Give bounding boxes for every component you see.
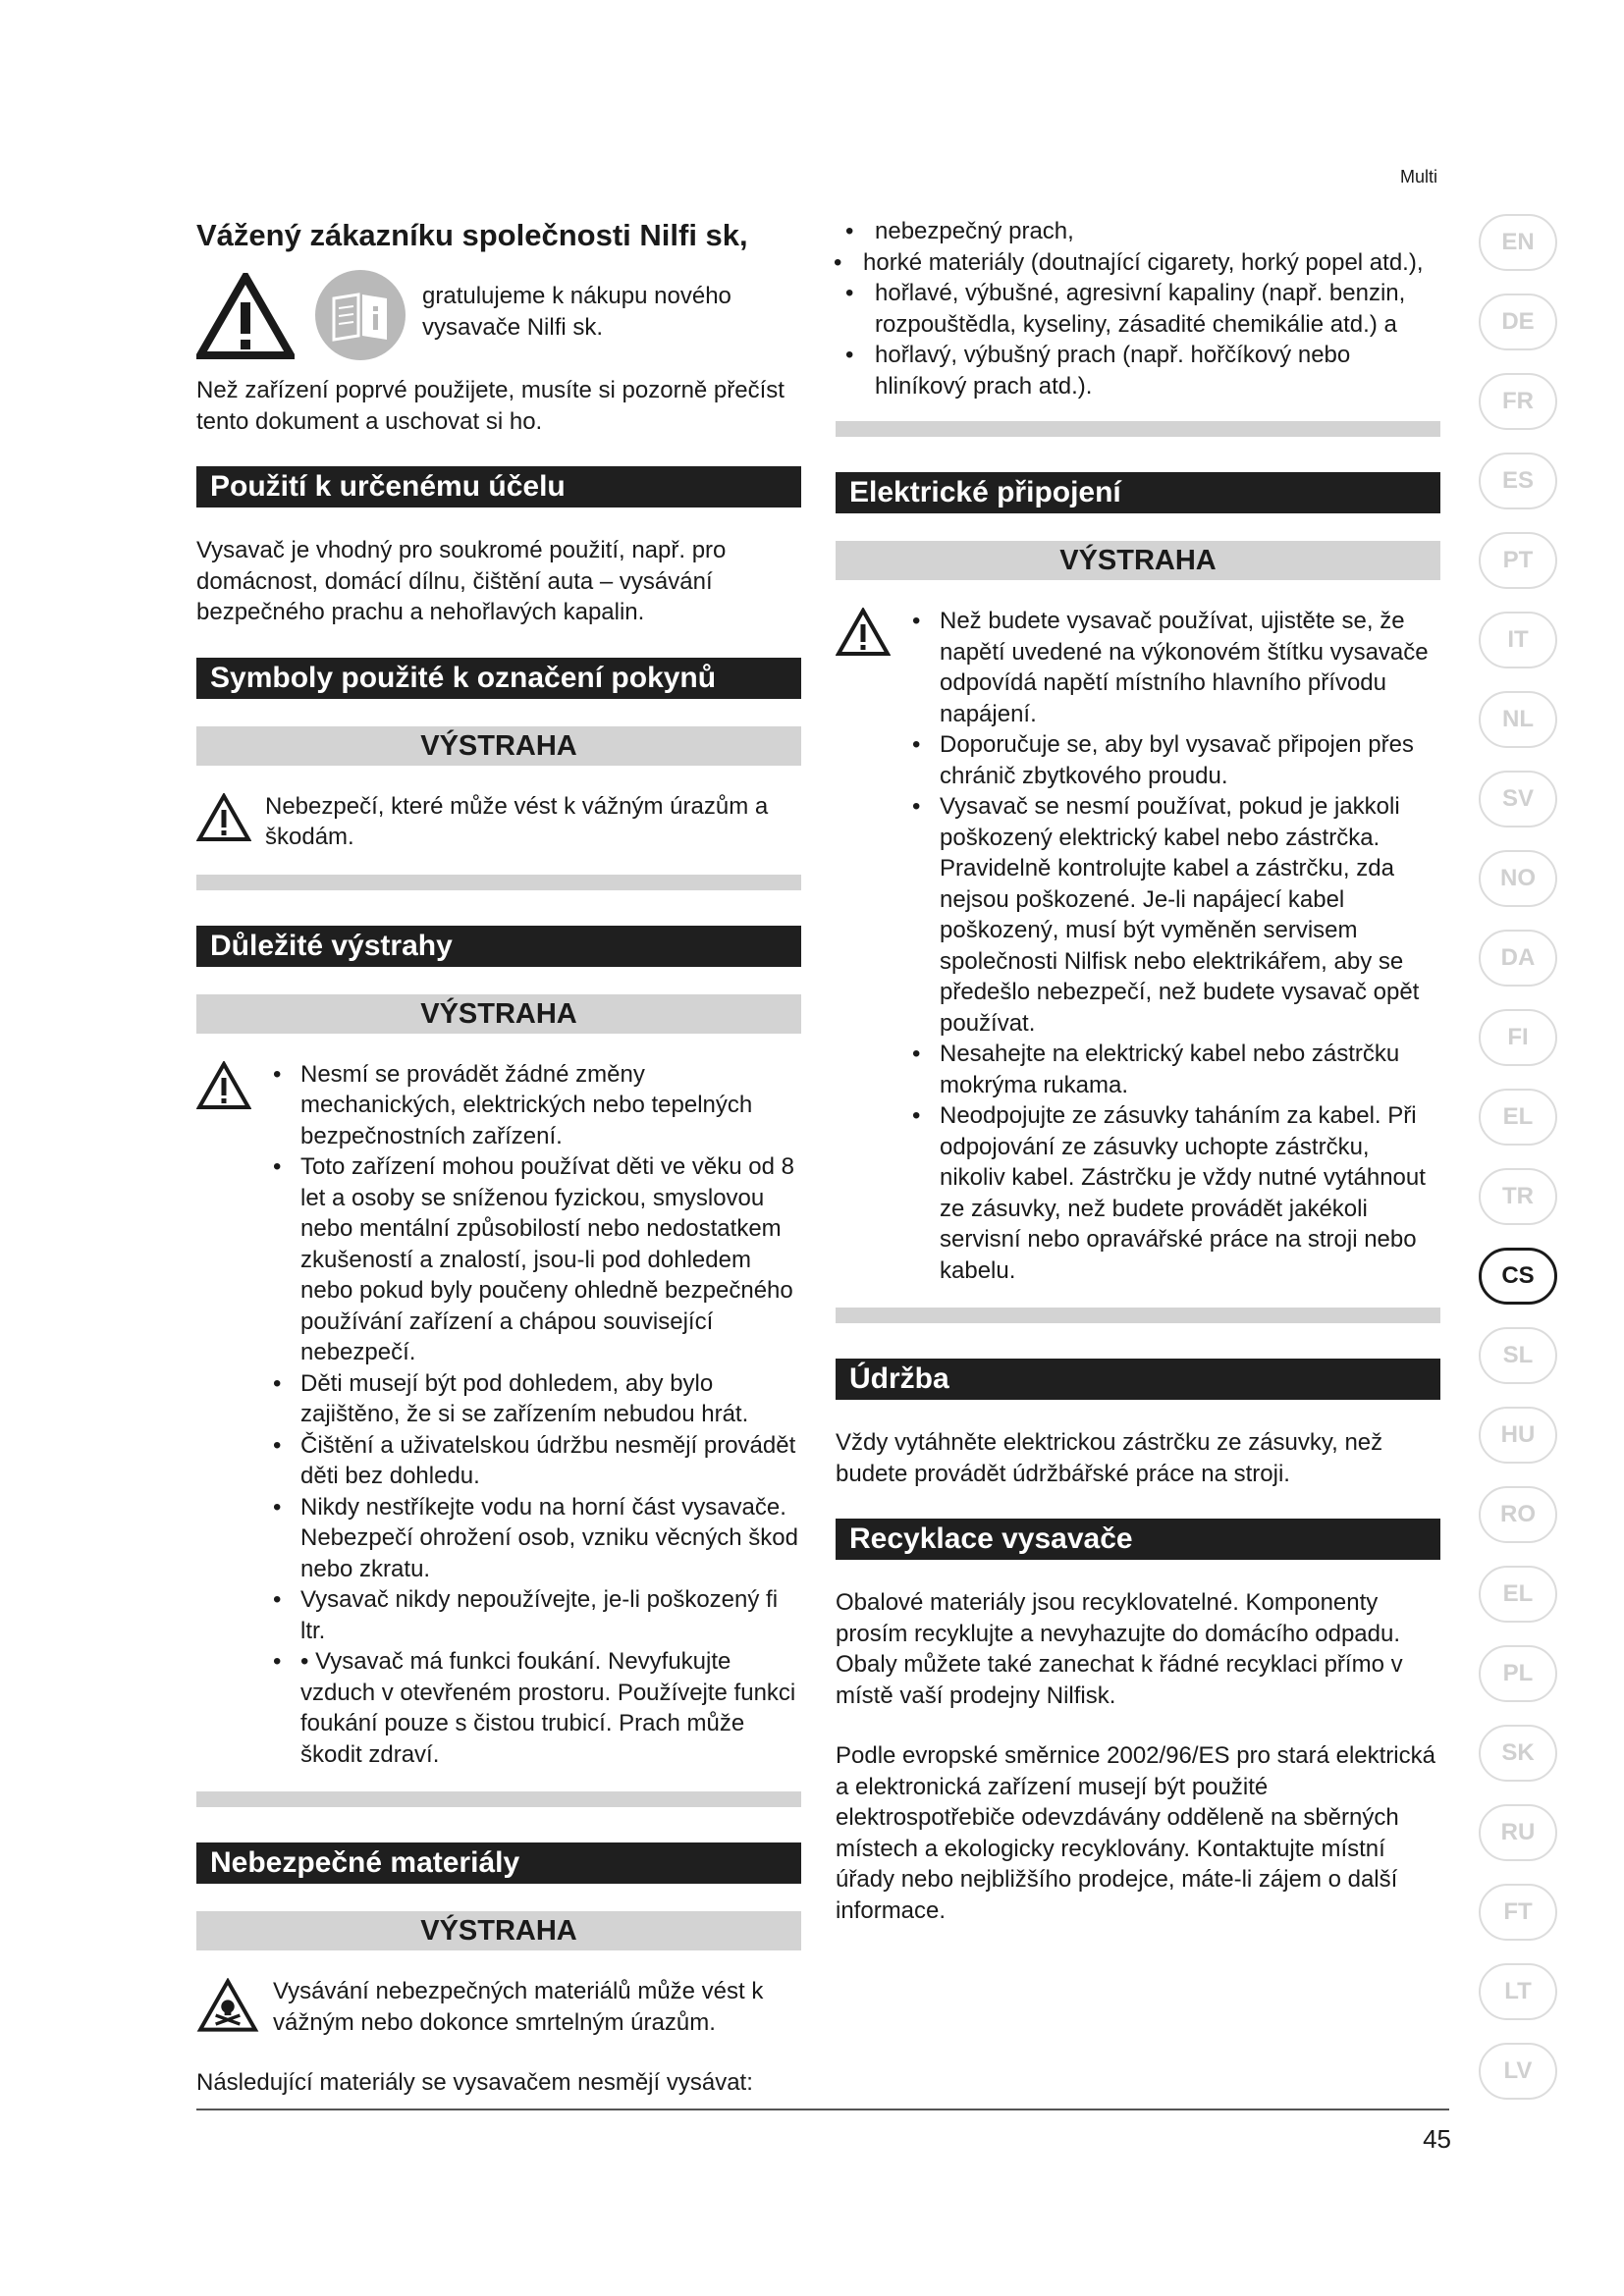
- symbols-warning-text: Nebezpečí, které může vést k vážným úrazům a škodám.: [265, 792, 769, 850]
- lang-tab-lt[interactable]: LT: [1479, 1963, 1557, 2020]
- lang-tab-no[interactable]: NO: [1479, 850, 1557, 907]
- header-multi: Multi: [1399, 167, 1437, 187]
- warning-triangle-icon: [836, 608, 891, 657]
- lang-tab-en[interactable]: EN: [1479, 214, 1557, 271]
- hazardous-warning-text: Vysávání nebezpečných materiálů může vést k vážným nebo dokonce smrtelným úrazům.: [273, 1978, 764, 2036]
- lang-tab-ro[interactable]: RO: [1479, 1486, 1557, 1543]
- lang-tab-sl[interactable]: SL: [1479, 1327, 1557, 1384]
- electrical-warning-row: [836, 606, 1440, 1286]
- section-title-maintenance: Údržba: [836, 1359, 1440, 1400]
- important-warnings-row: [196, 1059, 801, 1771]
- lang-tab-sk[interactable]: SK: [1479, 1725, 1557, 1782]
- lang-tab-cs[interactable]: CS: [1479, 1248, 1557, 1305]
- divider: [836, 1308, 1440, 1323]
- lang-tab-de[interactable]: DE: [1479, 294, 1557, 350]
- list-item: • Neodpojujte ze zásuvky taháním za kabel. Při odpojování ze zásuvky uchopte zástrčku, nikoliv kabel. Zástrčku je vždy nutné vytáhnout ze zásuvky, než budete provádět jakékoli servisní nebo opravářské práce na stroji nebo kabelu.: [904, 1100, 1440, 1286]
- list-item: • Nesahejte na elektrický kabel nebo zástrčku mokrýma rukama.: [904, 1039, 1440, 1100]
- list-item: • • Vysavač má funkci foukání. Nevyfukujte vzduch v otevřeném prostoru. Používejte funkci foukání pouze s čistou trubicí. Prach může škodit zdraví.: [265, 1646, 801, 1770]
- section-title-intended-use: Použití k určenému účelu: [196, 466, 801, 507]
- lang-tab-tr[interactable]: TR: [1479, 1168, 1557, 1225]
- hazardous-warning-row: [196, 1976, 801, 2038]
- lang-tab-fr[interactable]: FR: [1479, 373, 1557, 430]
- section-title-recycling: Recyklace vysavače: [836, 1519, 1440, 1560]
- list-item: • Čištění a uživatelskou údržbu nesmějí provádět děti bez dohledu.: [265, 1430, 801, 1492]
- lang-tab-sv[interactable]: SV: [1479, 771, 1557, 828]
- lang-tab-el[interactable]: EL: [1479, 1089, 1557, 1146]
- list-item: • Nesmí se provádět žádné změny mechanických, elektrických nebo tepelných bezpečnostních zařízení.: [265, 1059, 801, 1152]
- list-item: • hořlavý, výbušný prach (např. hořčíkový nebo hliníkový prach atd.).: [767, 340, 1440, 401]
- warning-bar: VÝSTRAHA: [836, 541, 1440, 580]
- important-warnings-list: [265, 1059, 801, 1771]
- materials-list: [767, 216, 1440, 401]
- lang-tab-da[interactable]: DA: [1479, 930, 1557, 987]
- section-title-hazardous-materials: Nebezpečné materiály: [196, 1842, 801, 1884]
- warning-triangle-icon: [196, 793, 251, 842]
- warning-bar: VÝSTRAHA: [196, 994, 801, 1034]
- recycling-text-2: Podle evropské směrnice 2002/96/ES pro stará elektrická a elektronická zařízení musejí být použité elektrospotřebiče odevzdávány odděleně na sběrných místech a ekologicky recyklovány. Kontaktujte místní úřady nebo nejbližšího prodejce, máte-li zájem o další informace.: [836, 1742, 1435, 1924]
- following-materials-text: Následující materiály se vysavačem nesmějí vysávat:: [196, 2069, 753, 2096]
- list-item: • Vysavač se nesmí používat, pokud je jakkoli poškozený elektrický kabel nebo zástrčka. Pravidelně kontrolujte kabel a zástrčku, zda nejsou poškozené. Je-li napájecí kabel poškozený, musí být vyměněn servisem společnosti Nilfisk nebo elektrikářem, aby se předešlo nebezpečí, než budete vysavač opět používat.: [904, 791, 1440, 1039]
- right-column: [836, 216, 1440, 1955]
- intro-read-text: Než zařízení poprvé použijete, musíte si pozorně přečíst tento dokument a uschovat si ho.: [196, 377, 785, 435]
- warning-bar: VÝSTRAHA: [196, 1911, 801, 1950]
- lang-tab-fi[interactable]: FI: [1479, 1009, 1557, 1066]
- read-manual-icon: [314, 269, 406, 361]
- toxic-hazard-icon: [196, 1978, 259, 2033]
- divider: [196, 1791, 801, 1807]
- divider: [196, 875, 801, 890]
- section-title-symbols: Symboly použité k označení pokynů: [196, 658, 801, 699]
- list-item: • hořlavé, výbušné, agresivní kapaliny (např. benzin, rozpouštědla, kyseliny, zásadité chemikálie atd.) a: [767, 278, 1440, 340]
- lang-tab-pl[interactable]: PL: [1479, 1645, 1557, 1702]
- lang-tab-es[interactable]: ES: [1479, 453, 1557, 509]
- warning-triangle-icon: [196, 273, 295, 359]
- lang-tab-ft[interactable]: FT: [1479, 1884, 1557, 1941]
- intended-use-text: Vysavač je vhodný pro soukromé použití, např. pro domácnost, domácí dílnu, čištění auta – vysávání bezpečného prachu a nehořlavých kapalin.: [196, 537, 727, 625]
- page-number: 45: [1423, 2124, 1451, 2154]
- maintenance-text: Vždy vytáhněte elektrickou zástrčku ze zásuvky, než budete provádět údržbářské práce na stroji.: [836, 1429, 1383, 1487]
- list-item: • Vysavač nikdy nepoužívejte, je-li poškozený fi ltr.: [265, 1584, 801, 1646]
- list-item: • Doporučuje se, aby byl vysavač připojen přes chránič zbytkového proudu.: [904, 729, 1440, 791]
- lang-tab-el-2[interactable]: EL: [1479, 1566, 1557, 1623]
- footer-divider: [196, 2109, 1449, 2110]
- divider: [836, 421, 1440, 437]
- list-item: • Děti musejí být pod dohledem, aby bylo zajištěno, že si se zařízením nebudou hrát.: [265, 1368, 801, 1430]
- lang-tab-hu[interactable]: HU: [1479, 1407, 1557, 1464]
- lang-tab-it[interactable]: IT: [1479, 612, 1557, 668]
- list-item: • horké materiály (doutnající cigarety, horký popel atd.),: [767, 247, 1440, 279]
- list-item: • Toto zařízení mohou používat děti ve věku od 8 let a osoby se sníženou fyzickou, smyslovou nebo mentální způsobilostí nebo nedostatkem zkušeností a znalostí, jsou-li pod dohledem nebo pokud byly poučeny ohledně bezpečného používání zařízení a chápou související nebezpečí.: [265, 1151, 801, 1368]
- lang-tab-lv[interactable]: LV: [1479, 2043, 1557, 2100]
- language-tabs: [1479, 214, 1557, 2122]
- symbols-warning-row: [196, 791, 801, 853]
- lang-tab-pt[interactable]: PT: [1479, 532, 1557, 589]
- intro-row: [196, 273, 801, 361]
- intro-congrats: gratulujeme k nákupu nového vysavače Nilfi sk.: [422, 283, 731, 341]
- section-title-electrical: Elektrické připojení: [836, 472, 1440, 513]
- page-title: Vážený zákazníku společnosti Nilfi sk,: [196, 218, 748, 252]
- lang-tab-ru[interactable]: RU: [1479, 1804, 1557, 1861]
- left-column: [196, 216, 801, 2099]
- recycling-text-1: Obalové materiály jsou recyklovatelné. Komponenty prosím recyklujte a nevyhazujte do domácího odpadu. Obaly můžete také zanechat k řádné recyklaci přímo v místě vaší prodejny Nilfisk.: [836, 1589, 1403, 1709]
- list-item: • Než budete vysavač používat, ujistěte se, že napětí uvedené na výkonovém štítku vysavače odpovídá napětí místního hlavního přívodu napájení.: [904, 606, 1440, 729]
- lang-tab-nl[interactable]: NL: [1479, 691, 1557, 748]
- list-item: • nebezpečný prach,: [767, 216, 1440, 247]
- warning-bar: VÝSTRAHA: [196, 726, 801, 766]
- electrical-warnings-list: [904, 606, 1440, 1286]
- warning-triangle-icon: [196, 1061, 251, 1110]
- section-title-important-warnings: Důležité výstrahy: [196, 926, 801, 967]
- list-item: • Nikdy nestříkejte vodu na horní část vysavače. Nebezpečí ohrožení osob, vzniku věcných škod nebo zkratu.: [265, 1492, 801, 1585]
